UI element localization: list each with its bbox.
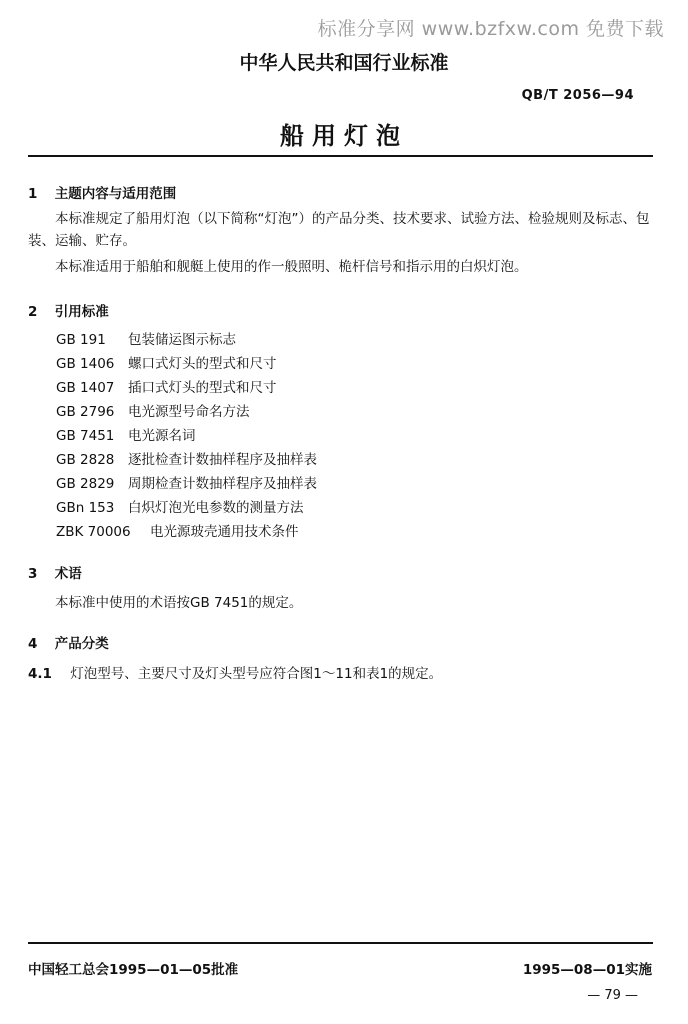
section-1-paragraph-2: 本标准适用于船舶和舰艇上使用的作一般照明、桅杆信号和指示用的白炽灯泡。 <box>55 259 528 275</box>
reference-code: ZBK 70006 <box>56 524 131 540</box>
reference-standards-list <box>56 328 317 544</box>
reference-code: GB 2828 <box>56 452 115 468</box>
subsection-4-1 <box>28 662 442 682</box>
reference-code: GBn 153 <box>56 500 115 516</box>
issuing-organization: 中华人民共和国行业标准 <box>239 52 449 74</box>
section-title: 术语 <box>54 566 82 582</box>
reference-code: GB 2796 <box>56 404 115 420</box>
section-number: 4 <box>28 636 38 652</box>
reference-name: 插口式灯头的型式和尺寸 <box>128 380 277 396</box>
subsection-text: 灯泡型号、主要尺寸及灯头型号应符合图1～11和表1的规定。 <box>70 666 443 682</box>
list-item <box>56 328 317 352</box>
implementation-date: 1995—08—01实施 <box>522 962 652 978</box>
reference-code: GB 2829 <box>56 476 115 492</box>
reference-name: 周期检查计数抽样程序及抽样表 <box>128 476 317 492</box>
list-item <box>56 472 317 496</box>
reference-code: GB 191 <box>56 332 106 348</box>
approval-date: 中国轻工总会1995—01—05批准 <box>28 962 239 978</box>
list-item <box>56 496 317 520</box>
reference-code: GB 1407 <box>56 380 115 396</box>
reference-code: GB 1406 <box>56 356 115 372</box>
section-2-heading <box>28 300 109 320</box>
reference-name: 电光源玻壳通用技术条件 <box>150 524 299 540</box>
section-3-heading <box>28 562 82 582</box>
section-1-heading <box>28 182 176 202</box>
standard-code: QB/T 2056—94 <box>521 88 634 103</box>
reference-name: 包装储运图示标志 <box>128 332 236 348</box>
section-title: 引用标准 <box>54 304 109 320</box>
reference-name: 电光源名词 <box>128 428 196 444</box>
page-number: — 79 — <box>587 988 638 1003</box>
section-title: 产品分类 <box>54 636 109 652</box>
section-number: 3 <box>28 566 38 582</box>
section-3-paragraph: 本标准中使用的术语按GB 7451的规定。 <box>55 595 303 611</box>
list-item <box>56 424 317 448</box>
reference-name: 逐批检查计数抽样程序及抽样表 <box>128 452 317 468</box>
list-item <box>56 376 317 400</box>
reference-name: 电光源型号命名方法 <box>128 404 250 420</box>
list-item <box>56 520 317 544</box>
section-title: 主题内容与适用范围 <box>54 186 177 202</box>
section-4-heading <box>28 632 109 652</box>
header-rule <box>28 155 653 157</box>
subsection-number: 4.1 <box>28 666 52 682</box>
document-title: 船用灯泡 <box>280 122 408 150</box>
list-item <box>56 400 317 424</box>
section-number: 1 <box>28 186 38 202</box>
list-item <box>56 352 317 376</box>
reference-code: GB 7451 <box>56 428 115 444</box>
section-number: 2 <box>28 304 38 320</box>
reference-name: 白炽灯泡光电参数的测量方法 <box>128 500 304 516</box>
list-item <box>56 448 317 472</box>
footer-rule <box>28 942 653 944</box>
section-1-paragraph-1: 本标准规定了船用灯泡（以下简称“灯泡”）的产品分类、技术要求、试验方法、检验规则及标志、包装、运输、贮存。 <box>28 211 650 249</box>
watermark-text: 标准分享网 www.bzfxw.com 免费下载 <box>317 18 664 40</box>
reference-name: 螺口式灯头的型式和尺寸 <box>128 356 277 372</box>
